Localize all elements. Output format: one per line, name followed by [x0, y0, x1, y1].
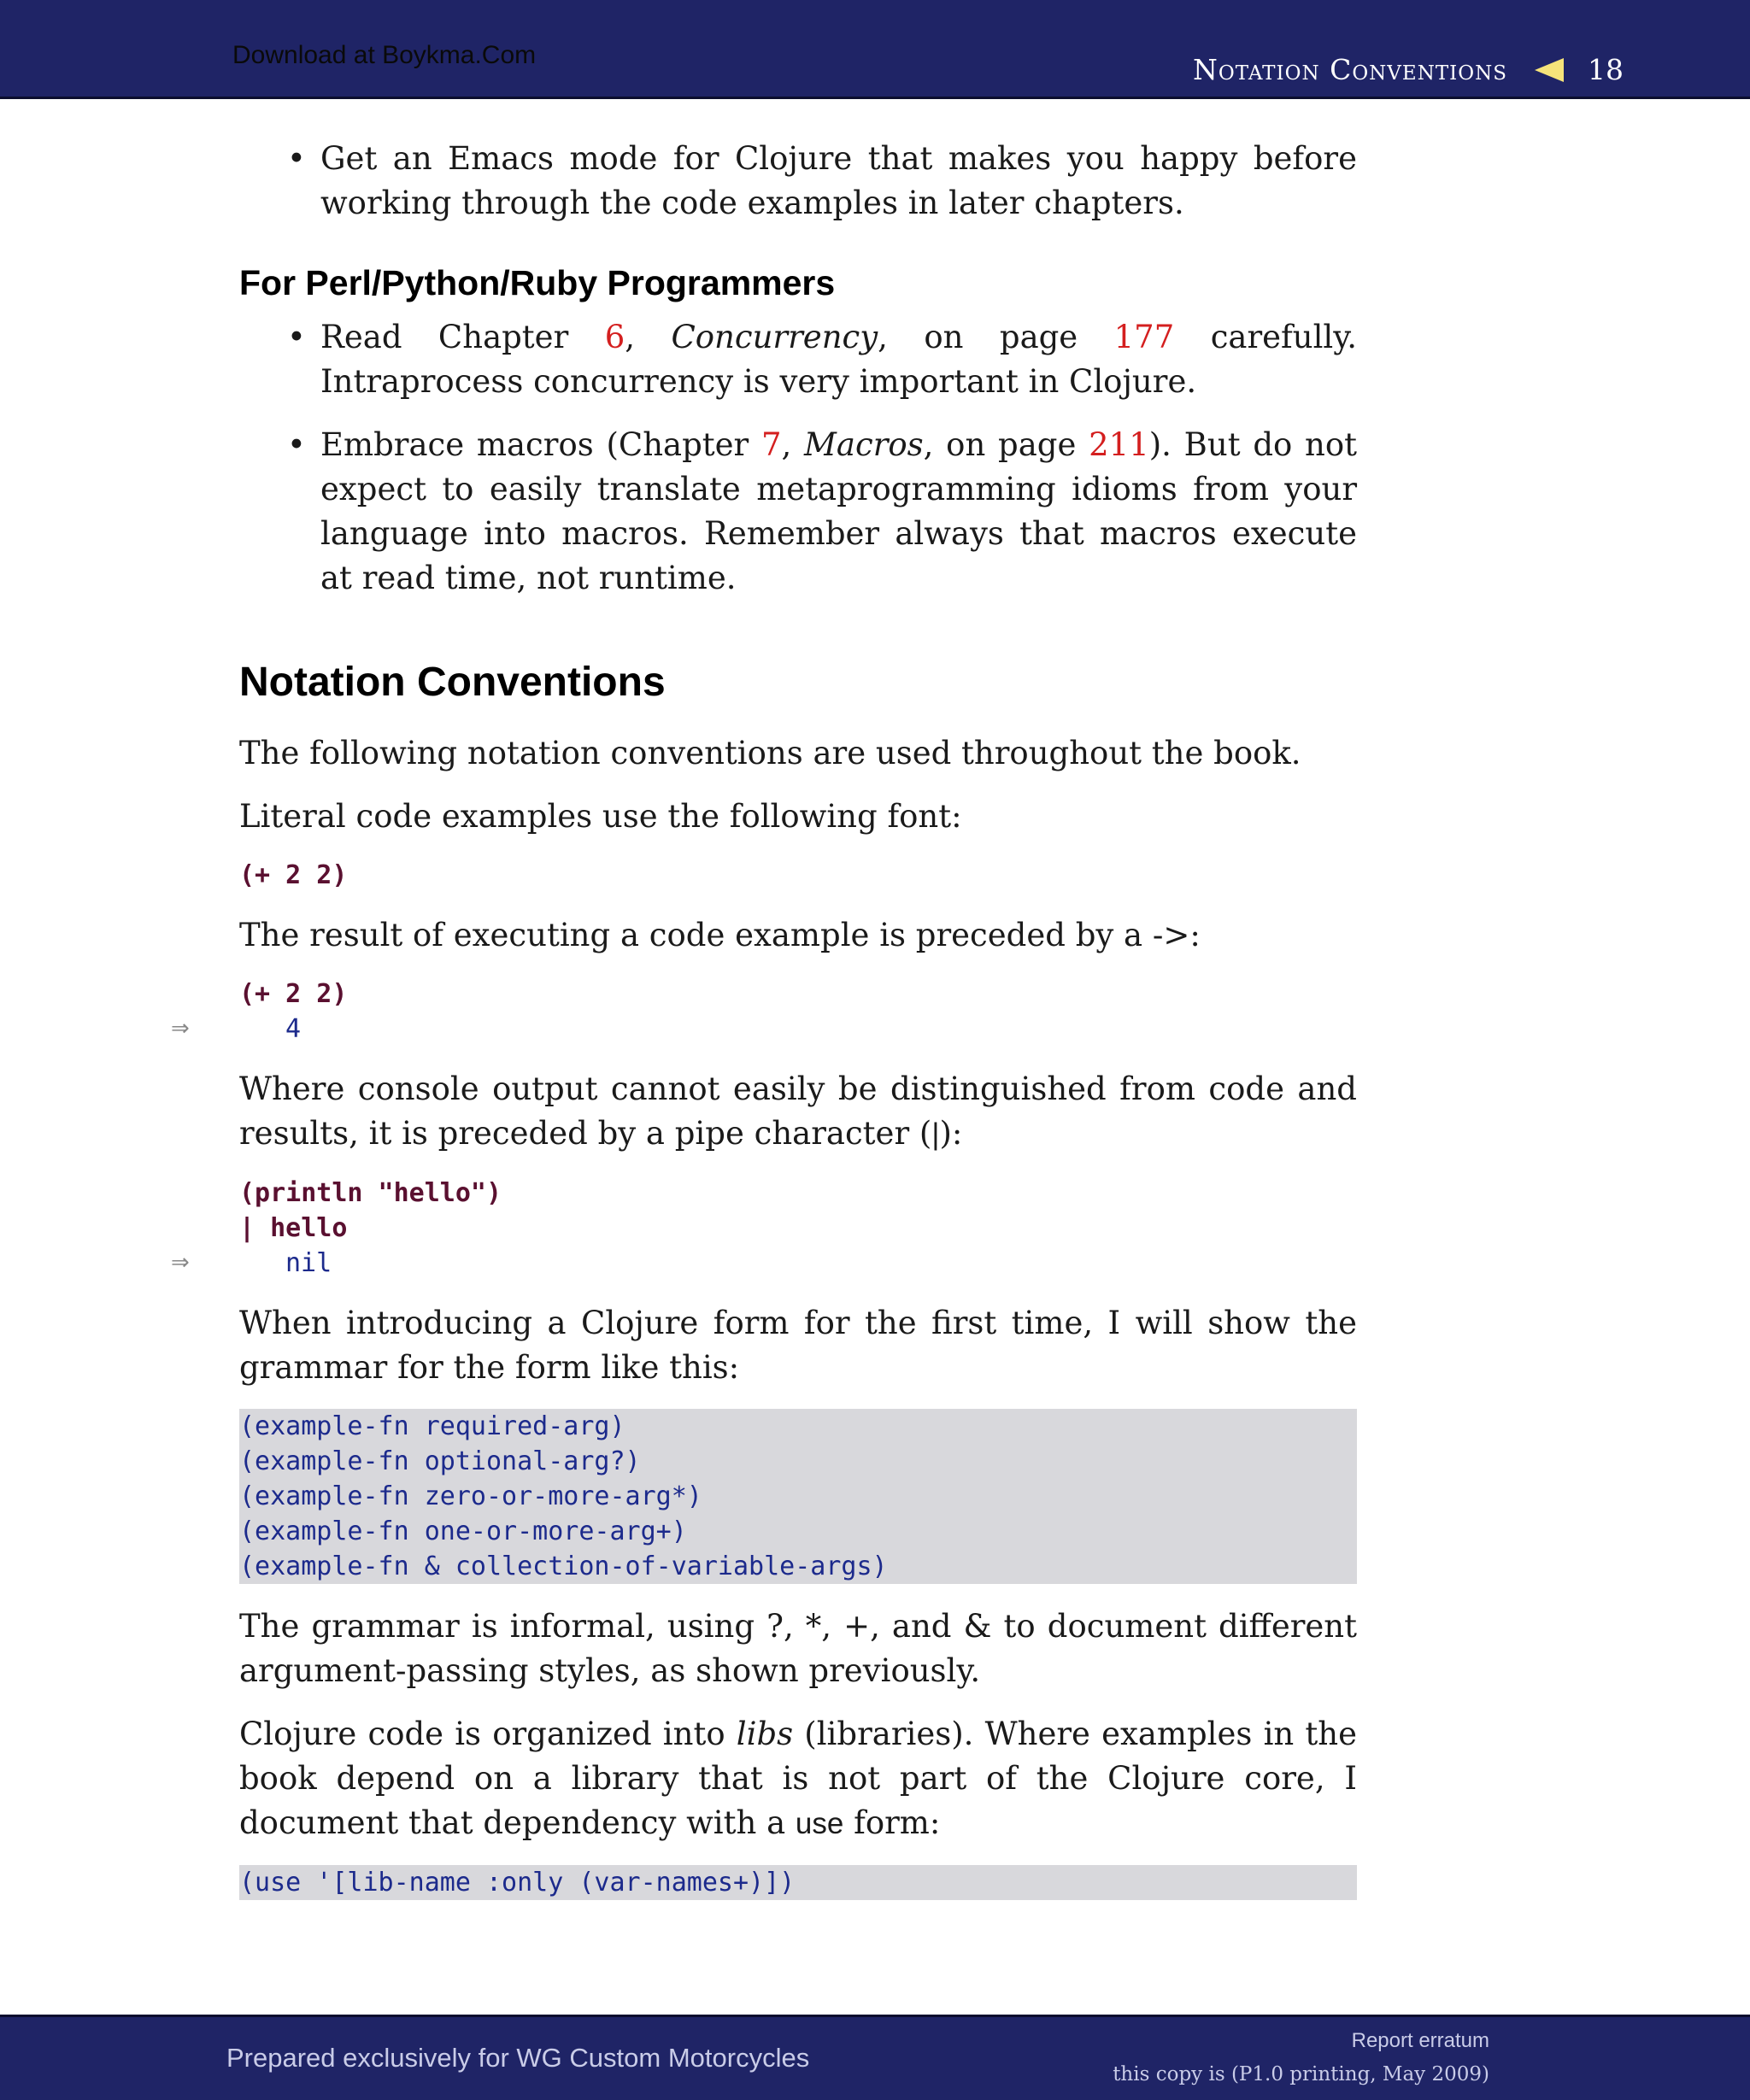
header-nav: [1193, 53, 1624, 86]
code-result-line: ⇒ 4: [239, 1012, 1357, 1047]
result-arrow-icon: ⇒: [171, 1250, 190, 1276]
paragraph: Where console output cannot easily be distinguished from code and results, it is preceded by a pipe character (|):: [239, 1071, 1357, 1152]
chapter-link[interactable]: 6: [604, 319, 625, 355]
section-heading: Notation Conventions: [239, 660, 666, 705]
running-title: Notation Conventions: [1193, 53, 1507, 86]
paragraph: Clojure code is organized into libs (libraries). Where examples in the book depend on a library that is not part of the Clojure core, I document that dependency with a use form:: [239, 1716, 1357, 1841]
page-link[interactable]: 177: [1113, 319, 1175, 355]
chapter-link[interactable]: 7: [760, 426, 782, 463]
console-output-line: | hello: [239, 1213, 348, 1243]
grammar-line: (example-fn one-or-more-arg+): [239, 1516, 687, 1546]
code-line: (+ 2 2): [239, 979, 348, 1009]
list-item: • Embrace macros (Chapter 7, Macros, on page 211). But do not expect to easily translate metaprogramming idioms from your language into macros. Remember always that macros execute at read time, not runtime.: [239, 423, 1357, 601]
paragraph: The following notation conventions are used throughout the book.: [239, 735, 1301, 771]
download-watermark: Download at Boykma.Com: [232, 41, 537, 69]
paragraph: The result of executing a code example is preceded by a ->:: [239, 917, 1201, 953]
result-arrow-icon: ⇒: [171, 1016, 190, 1041]
previous-page-icon[interactable]: [1535, 58, 1564, 82]
list-item: • Read Chapter 6, Concurrency, on page 177 carefully. Intraprocess concurrency is very important in Clojure.: [239, 315, 1357, 404]
paragraph: Literal code examples use the following font:: [239, 798, 962, 835]
code-line: (use '[lib-name :only (var-names+)]): [239, 1868, 796, 1898]
code-example: [239, 858, 1357, 893]
grammar-line: (example-fn & collection-of-variable-args): [239, 1552, 888, 1581]
paragraph: When introducing a Clojure form for the first time, I will show the grammar for the form like this:: [239, 1305, 1357, 1386]
copy-info-text: this copy is (P1.0 printing, May 2009): [1113, 2063, 1489, 2085]
code-example: [171, 1176, 1357, 1281]
chapter-title: Macros: [804, 426, 924, 463]
code-result-line: ⇒ nil: [239, 1246, 1357, 1281]
grammar-line: (example-fn optional-arg?): [239, 1446, 641, 1476]
page-header: [0, 0, 1750, 99]
grammar-line: (example-fn zero-or-more-arg*): [239, 1481, 702, 1511]
intro-bullets: [239, 137, 1357, 226]
perl-bullets: [239, 315, 1357, 601]
code-line: (println "hello"): [239, 1178, 502, 1208]
page-number: 18: [1588, 53, 1624, 86]
perl-section-heading: For Perl/Python/Ruby Programmers: [239, 263, 836, 302]
page-content: [171, 137, 1357, 1921]
list-item: • Get an Emacs mode for Clojure that makes you happy before working through the code examples in later chapters.: [239, 137, 1357, 226]
grammar-block: [239, 1409, 1357, 1584]
prepared-for-text: Prepared exclusively for WG Custom Motorcycles: [226, 2043, 810, 2073]
code-line: (+ 2 2): [239, 860, 348, 890]
page-footer: [0, 2015, 1750, 2100]
report-erratum-link[interactable]: Report erratum: [1351, 2029, 1489, 2052]
use-code-block: [239, 1865, 1357, 1900]
code-example: [171, 977, 1357, 1047]
page-link[interactable]: 211: [1089, 426, 1149, 463]
paragraph: The grammar is informal, using ?, *, +, and & to document different argument-passing styles, as shown previously.: [239, 1608, 1357, 1689]
grammar-line: (example-fn required-arg): [239, 1411, 625, 1441]
chapter-title: Concurrency: [671, 319, 878, 355]
